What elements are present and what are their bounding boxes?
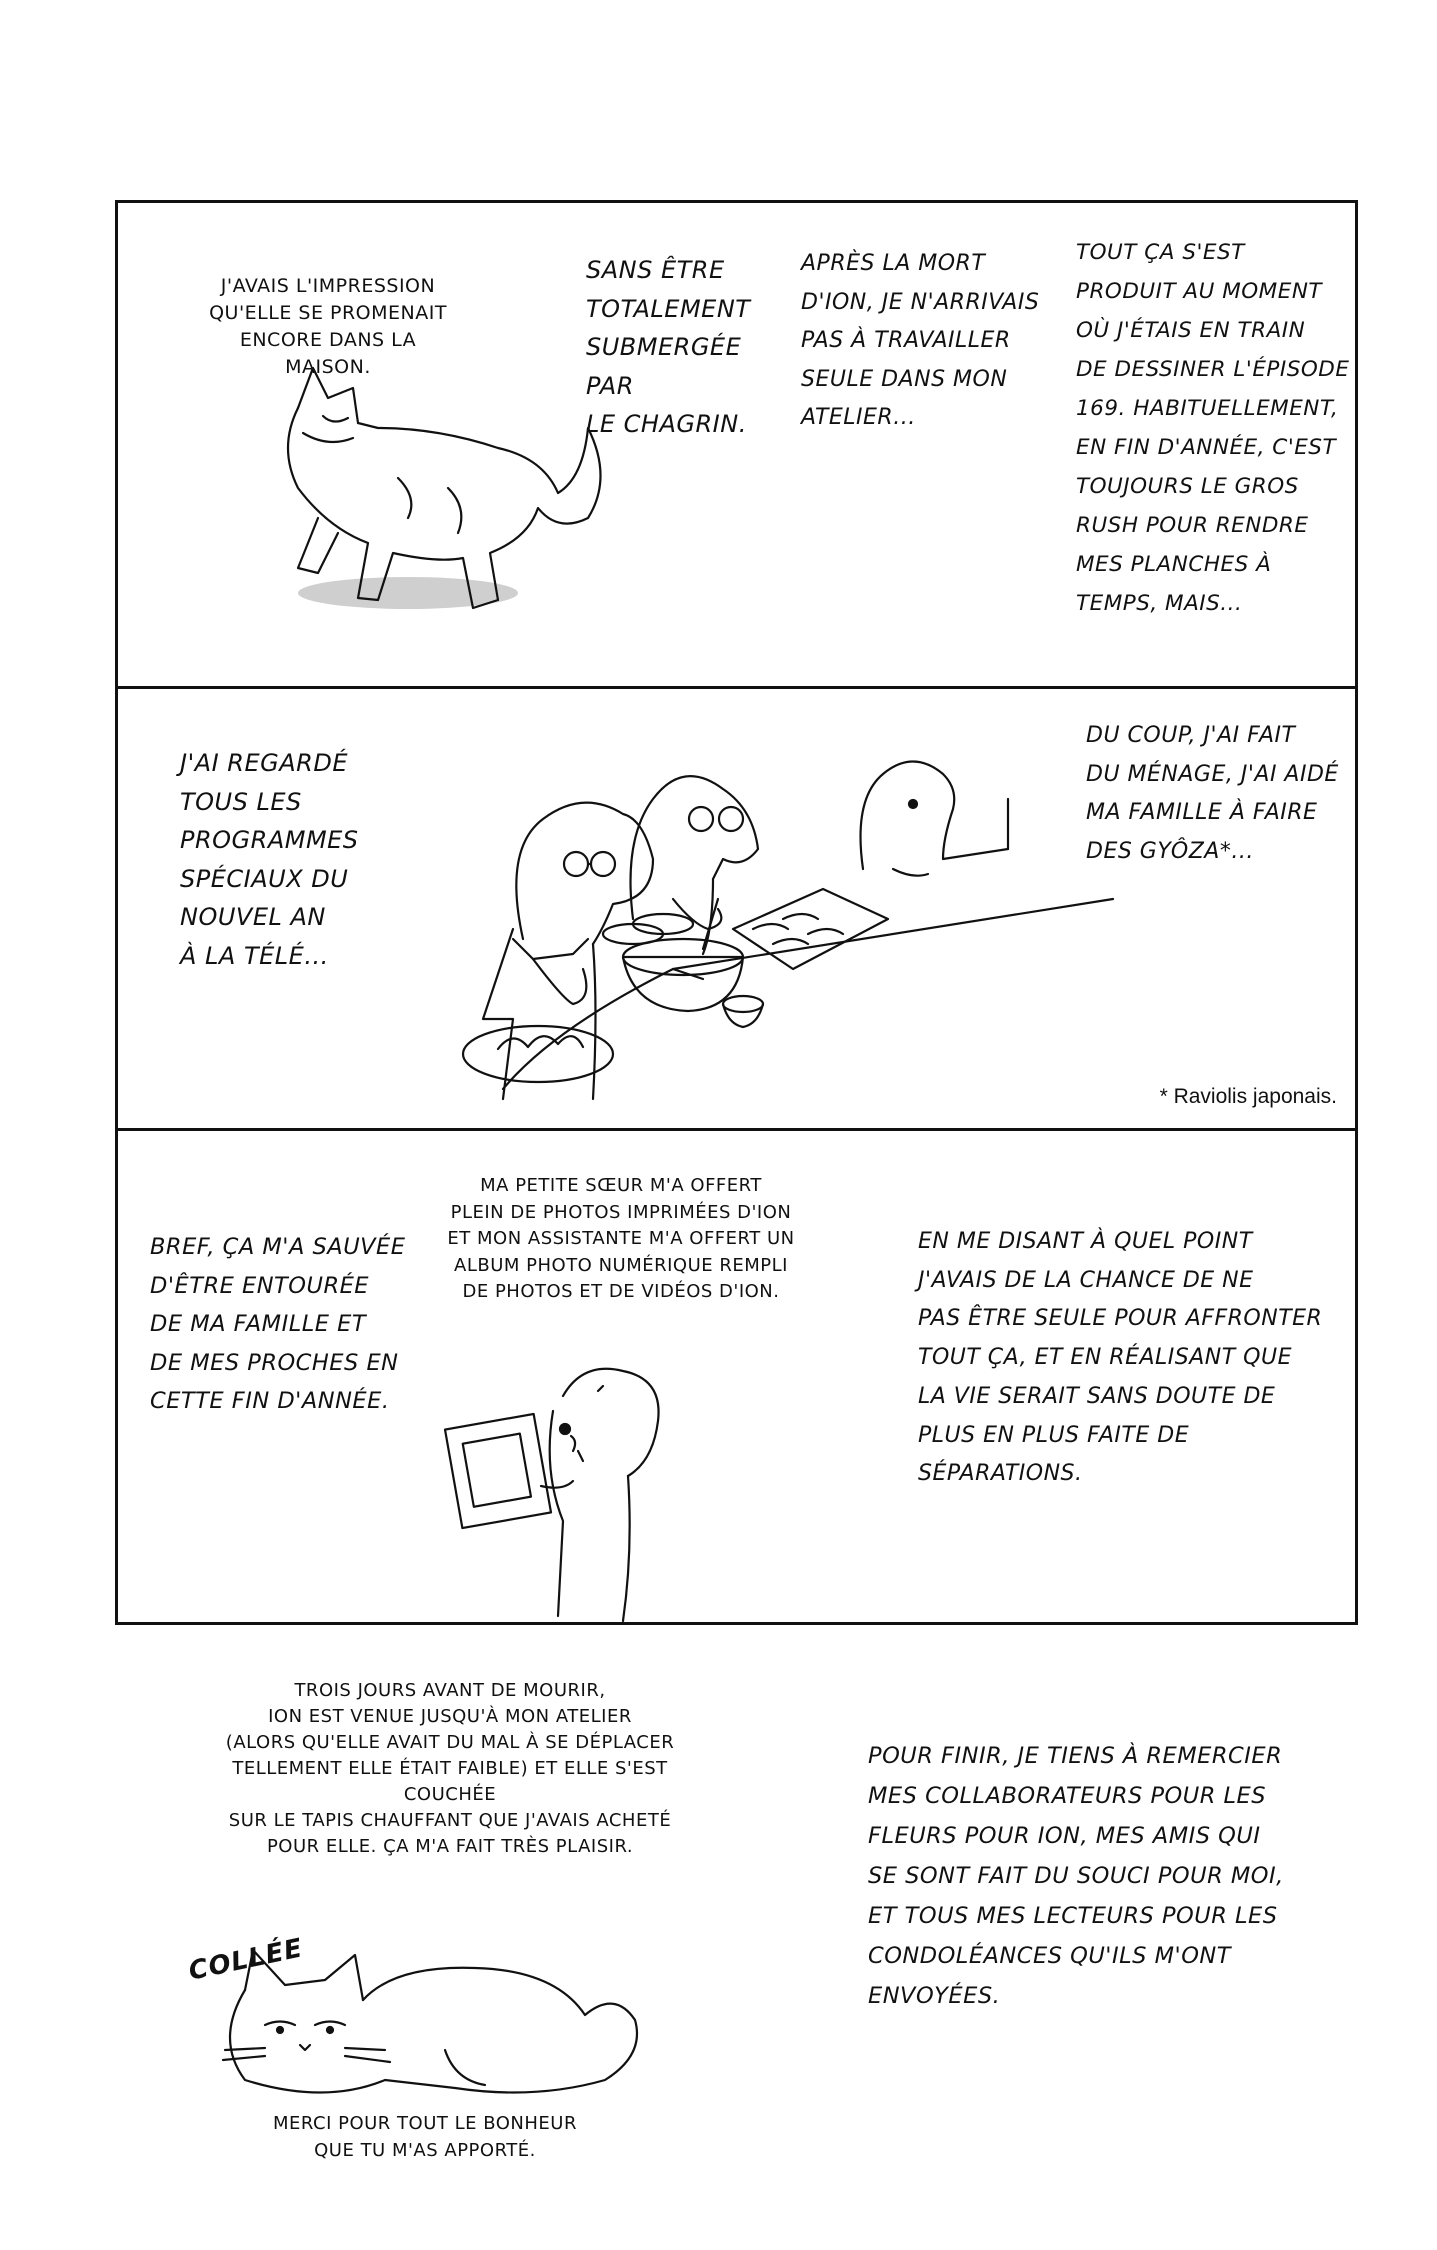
- panel-1: [115, 200, 1358, 690]
- p3-caption-cadeaux: MA PETITE SŒUR M'A OFFERT PLEIN DE PHOTOS IMPRIMÉES D'ION ET MON ASSISTANTE M'A OFFERT UN ALBUM PHOTO NUMÉRIQUE REMPLI DE PHOTOS ET DE VIDÉOS D'ION.: [447, 1175, 795, 1302]
- walking-cat-illustration: [258, 368, 598, 638]
- p2-caption-gyoza: DU COUP, J'AI FAIT DU MÉNAGE, J'AI AIDÉ MA FAMILLE À FAIRE DES GYÔZA*...: [1086, 723, 1339, 864]
- crying-with-photo-frame-illustration: [453, 1351, 793, 1621]
- p3-caption-separations: EN ME DISANT À QUEL POINT J'AVAIS DE LA CHANCE DE NE PAS ÊTRE SEULE POUR AFFRONTER TOUT ÇA, ET EN RÉALISANT QUE LA VIE SERAIT SANS DOUTE DE PLUS EN PLUS FAITE DE SÉPARATIONS.: [918, 1229, 1323, 1487]
- p2-caption-tele: J'AI REGARDÉ TOUS LES PROGRAMMES SPÉCIAUX DU NOUVEL AN À LA TÉLÉ...: [180, 749, 359, 970]
- bottom-caption-merci: MERCI POUR TOUT LE BONHEUR QUE TU M'AS APPORTÉ.: [273, 2113, 577, 2161]
- sleeping-cat-illustration: [205, 1930, 685, 2110]
- panel-3: [115, 1128, 1358, 1625]
- p1-caption-episode: TOUT ÇA S'EST PRODUIT AU MOMENT OÙ J'ÉTAIS EN TRAIN DE DESSINER L'ÉPISODE 169. HABITUELLEMENT, EN FIN D'ANNÉE, C'EST TOUJOURS LE GROS RUSH POUR RENDRE MES PLANCHES À TEMPS, MAIS...: [1076, 240, 1350, 616]
- family-cooking-gyoza-illustration: [473, 729, 1113, 1124]
- p2-footnote: * Raviolis japonais.: [1159, 1085, 1337, 1108]
- panel-2: [115, 686, 1358, 1132]
- p3-caption-sauvee: BREF, ÇA M'A SAUVÉE D'ÊTRE ENTOURÉE DE MA FAMILLE ET DE MES PROCHES EN CETTE FIN D'ANNÉE.: [150, 1234, 406, 1414]
- sfx-collee: COLLÉE: [186, 1933, 306, 1987]
- p1-caption-chagrin: SANS ÊTRE TOTALEMENT SUBMERGÉE PAR LE CHAGRIN.: [586, 256, 751, 438]
- p1-caption-atelier: APRÈS LA MORT D'ION, JE N'ARRIVAIS PAS À TRAVAILLER SEULE DANS MON ATELIER...: [801, 251, 1040, 430]
- bottom-caption-trois-jours: TROIS JOURS AVANT DE MOURIR, ION EST VENUE JUSQU'À MON ATELIER (ALORS QU'ELLE AVAIT DU MAL À SE DÉPLACER TELLEMENT ELLE ÉTAIT FAIBLE) ET ELLE S'EST COUCHÉE SUR LE TAPIS CHAUFFANT QUE J'AVAIS ACHETÉ POUR ELLE. ÇA M'A FAIT TRÈS PLAISIR.: [225, 1680, 675, 1857]
- p1-caption-impression: J'AVAIS L'IMPRESSION QU'ELLE SE PROMENAIT ENCORE DANS LA MAISON.: [209, 275, 447, 378]
- bottom-caption-remerciements: POUR FINIR, JE TIENS À REMERCIER MES COLLABORATEURS POUR LES FLEURS POUR ION, MES AMIS QUI SE SONT FAIT DU SOUCI POUR MOI, ET TOUS MES LECTEURS POUR LES CONDOLÉANCES QU'ILS M'ONT ENVOYÉES.: [868, 1743, 1284, 2009]
